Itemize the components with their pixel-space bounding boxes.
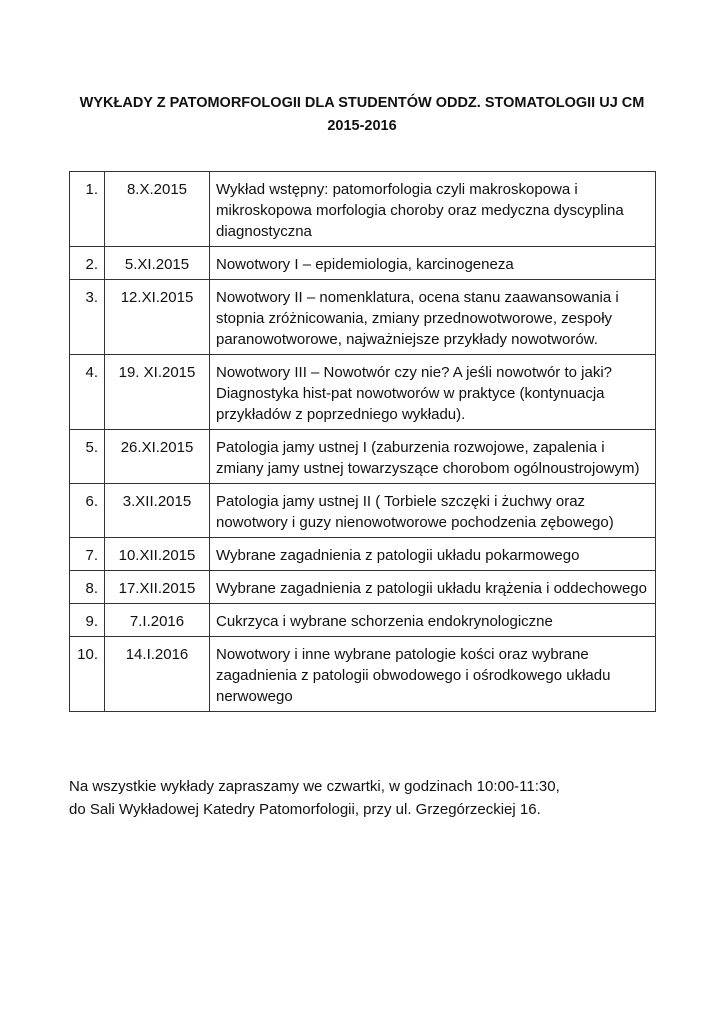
table-row: [70, 604, 656, 637]
lecture-number: 7.: [70, 538, 105, 571]
footer-line-1: Na wszystkie wykłady zapraszamy we czwartki, w godzinach 10:00-11:30,: [69, 778, 560, 795]
lecture-topic: Nowotwory III – Nowotwór czy nie? A jeśli nowotwór to jaki? Diagnostyka hist-pat nowotworów w praktyce (kontynuacja przykładów z poprzedniego wykładu).: [210, 355, 656, 430]
table-row: [70, 430, 656, 484]
lecture-date: 26.XI.2015: [105, 430, 210, 484]
lecture-topic: Cukrzyca i wybrane schorzenia endokrynologiczne: [210, 604, 656, 637]
lecture-topic: Nowotwory I – epidemiologia, karcinogeneza: [210, 247, 656, 280]
lecture-topic: Wybrane zagadnienia z patologii układu pokarmowego: [210, 538, 656, 571]
table-row: [70, 280, 656, 355]
lecture-topic: Wykład wstępny: patomorfologia czyli makroskopowa i mikroskopowa morfologia choroby oraz medyczna dyscyplina diagnostyczna: [210, 172, 656, 247]
lecture-number: 8.: [70, 571, 105, 604]
table-row: [70, 571, 656, 604]
lecture-topic: Nowotwory II – nomenklatura, ocena stanu zaawansowania i stopnia zróżnicowania, zmiany przednowotworowe, zespoły paranowotworowe, najważniejsze przykłady nowotworów.: [210, 280, 656, 355]
lecture-topic: Patologia jamy ustnej II ( Torbiele szczęki i żuchwy oraz nowotwory i guzy nienowotworowe pochodzenia zębowego): [210, 484, 656, 538]
lecture-number: 2.: [70, 247, 105, 280]
document-title: [0, 92, 724, 138]
footer-note: [69, 775, 669, 821]
lecture-number: 1.: [70, 172, 105, 247]
lecture-topic: Patologia jamy ustnej I (zaburzenia rozwojowe, zapalenia i zmiany jamy ustnej towarzyszące chorobom ogólnoustrojowym): [210, 430, 656, 484]
lecture-date: 8.X.2015: [105, 172, 210, 247]
lecture-number: 10.: [70, 637, 105, 712]
table-row: [70, 637, 656, 712]
lecture-date: 5.XI.2015: [105, 247, 210, 280]
title-line-1: WYKŁADY Z PATOMORFOLOGII DLA STUDENTÓW ODDZ. STOMATOLOGII UJ CM: [79, 95, 645, 111]
lecture-date: 3.XII.2015: [105, 484, 210, 538]
lecture-date: 12.XI.2015: [105, 280, 210, 355]
lecture-date: 17.XII.2015: [105, 571, 210, 604]
lecture-number: 9.: [70, 604, 105, 637]
lecture-topic: Wybrane zagadnienia z patologii układu krążenia i oddechowego: [210, 571, 656, 604]
lecture-number: 3.: [70, 280, 105, 355]
table-row: [70, 247, 656, 280]
lecture-schedule-body: [70, 172, 656, 712]
table-row: [70, 538, 656, 571]
lecture-number: 6.: [70, 484, 105, 538]
table-row: [70, 172, 656, 247]
lecture-schedule-table: [69, 171, 656, 712]
table-row: [70, 484, 656, 538]
title-line-2: 2015-2016: [327, 118, 397, 134]
lecture-date: 10.XII.2015: [105, 538, 210, 571]
lecture-date: 14.I.2016: [105, 637, 210, 712]
lecture-date: 19. XI.2015: [105, 355, 210, 430]
table-row: [70, 355, 656, 430]
footer-line-2: do Sali Wykładowej Katedry Patomorfologii, przy ul. Grzegórzeckiej 16.: [69, 801, 541, 818]
lecture-number: 4.: [70, 355, 105, 430]
lecture-number: 5.: [70, 430, 105, 484]
lecture-topic: Nowotwory i inne wybrane patologie kości oraz wybrane zagadnienia z patologii obwodowego i ośrodkowego układu nerwowego: [210, 637, 656, 712]
lecture-date: 7.I.2016: [105, 604, 210, 637]
